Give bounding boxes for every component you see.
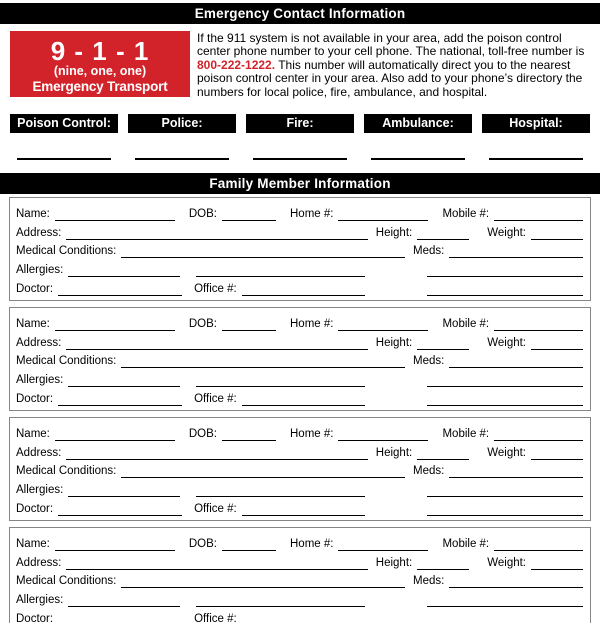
home-number-blank-line (338, 539, 428, 551)
poison-control-note (197, 32, 591, 99)
dob-label: DOB: (188, 317, 217, 330)
page-title: Emergency Contact Information (194, 6, 406, 21)
member-row-name (16, 422, 583, 441)
allergies-blank-line (68, 595, 180, 607)
family-section-title: Family Member Information (209, 176, 391, 192)
allergies-continuation-line (196, 595, 365, 607)
doctor-label: Doctor: (16, 283, 54, 296)
family-member-box (9, 417, 591, 521)
home-number-label: Home #: (290, 317, 334, 330)
member-row-medical (16, 570, 583, 589)
home-number-label: Home #: (290, 207, 334, 220)
weight-blank-line (531, 558, 583, 570)
emergency-911-number: 9 - 1 - 1 (50, 36, 150, 66)
dob-label: DOB: (188, 207, 217, 220)
contact-label-fire: Fire: (246, 114, 354, 133)
weight-blank-line (531, 228, 583, 240)
member-row-name (16, 532, 583, 551)
office-number-label: Office #: (194, 503, 237, 516)
member-row-address (16, 331, 583, 350)
name-label: Name: (16, 537, 50, 550)
emergency-911-caption: Emergency Transport System (32, 79, 168, 110)
member-row-address (16, 221, 583, 240)
meds-continuation-line-2 (427, 394, 583, 406)
allergies-group (16, 593, 405, 607)
family-section-bar (0, 173, 600, 194)
dob-blank-line (222, 319, 276, 331)
weight-label: Weight: (487, 336, 526, 349)
medical-conditions-group (16, 464, 405, 478)
meds-blank-line (449, 356, 583, 368)
police-blank-line (135, 158, 229, 160)
doctor-blank-line (58, 394, 182, 406)
family-member-box (9, 197, 591, 301)
meds-continuation-line-2 (427, 504, 583, 516)
medical-conditions-blank-line (121, 356, 405, 368)
home-number-blank-line (338, 429, 428, 441)
height-label: Height: (375, 226, 413, 239)
medical-conditions-group (16, 354, 405, 368)
medical-conditions-blank-line (121, 466, 405, 478)
mobile-number-label: Mobile #: (442, 537, 490, 550)
meds-continuation-line-1 (427, 485, 583, 497)
address-blank-line (66, 338, 367, 350)
dob-blank-line (222, 209, 276, 221)
allergies-group (16, 483, 405, 497)
weight-label: Weight: (487, 556, 526, 569)
mobile-number-blank-line (494, 539, 583, 551)
name-blank-line (55, 319, 175, 331)
meds-group (413, 354, 583, 368)
weight-blank-line (531, 338, 583, 350)
weight-label: Weight: (487, 226, 526, 239)
address-label: Address: (16, 556, 62, 569)
name-label: Name: (16, 207, 50, 220)
member-row-allergies (16, 478, 583, 497)
office-number-label: Office #: (194, 283, 237, 296)
meds-continuation-group-1 (413, 375, 583, 387)
meds-continuation-group-2 (413, 394, 583, 406)
height-blank-line (417, 228, 469, 240)
doctor-group (16, 502, 405, 516)
dob-blank-line (222, 429, 276, 441)
meds-continuation-group-2 (413, 284, 583, 296)
doctor-group (16, 612, 405, 623)
meds-label: Meds: (413, 465, 445, 478)
member-row-name (16, 312, 583, 331)
member-boxes-container (0, 197, 600, 623)
medical-conditions-label: Medical Conditions: (16, 575, 117, 588)
doctor-label: Doctor: (16, 503, 54, 516)
mobile-number-label: Mobile #: (442, 317, 490, 330)
medical-conditions-label: Medical Conditions: (16, 245, 117, 258)
mobile-number-blank-line (494, 429, 583, 441)
meds-group (413, 464, 583, 478)
emergency-911-phonetic: (nine, one, one) (53, 64, 147, 78)
weight-label: Weight: (487, 446, 526, 459)
meds-label: Meds: (413, 245, 445, 258)
height-blank-line (417, 448, 469, 460)
note-text-before-phone: If the 911 system is not available in your area, add the poison control center phone number to your cell phone. The national, toll-free number is (197, 31, 585, 59)
note-text-after-phone: This number will automatically direct you to the nearest poison control center in your area. Also add to your phone’s directory the numbers for local police, fire, ambulance, and hospital. (197, 57, 583, 99)
meds-continuation-group-2 (413, 614, 583, 623)
contact-blank-lines-row (17, 158, 583, 160)
allergies-group (16, 263, 405, 277)
address-label: Address: (16, 336, 62, 349)
member-row-doctor (16, 607, 583, 623)
member-row-allergies (16, 258, 583, 277)
contact-label-police: Police: (128, 114, 236, 133)
medical-conditions-label: Medical Conditions: (16, 355, 117, 368)
meds-continuation-group-1 (413, 265, 583, 277)
home-number-blank-line (338, 319, 428, 331)
member-row-medical (16, 350, 583, 369)
poison-control-phone-number: 800-222-1222. (197, 57, 276, 72)
allergies-blank-line (68, 375, 180, 387)
address-label: Address: (16, 446, 62, 459)
home-number-label: Home #: (290, 537, 334, 550)
mobile-number-blank-line (494, 209, 583, 221)
doctor-group (16, 282, 405, 296)
allergies-label: Allergies: (16, 484, 64, 497)
meds-continuation-group-1 (413, 485, 583, 497)
doctor-label: Doctor: (16, 393, 54, 406)
name-label: Name: (16, 317, 50, 330)
height-blank-line (417, 338, 469, 350)
meds-label: Meds: (413, 575, 445, 588)
height-label: Height: (375, 556, 413, 569)
meds-continuation-line-2 (427, 284, 583, 296)
mobile-number-blank-line (494, 319, 583, 331)
member-row-medical (16, 460, 583, 479)
member-row-allergies (16, 368, 583, 387)
meds-continuation-line-1 (427, 265, 583, 277)
meds-continuation-line-1 (427, 375, 583, 387)
member-row-address (16, 441, 583, 460)
dob-blank-line (222, 539, 276, 551)
member-row-doctor (16, 497, 583, 516)
member-row-allergies (16, 588, 583, 607)
hospital-blank-line (489, 158, 583, 160)
allergies-continuation-line (196, 265, 365, 277)
family-member-box (9, 307, 591, 411)
meds-continuation-line-1 (427, 595, 583, 607)
address-blank-line (66, 448, 367, 460)
dob-label: DOB: (188, 537, 217, 550)
meds-label: Meds: (413, 355, 445, 368)
contact-label-poison-control: Poison Control: (10, 114, 118, 133)
header-bar (0, 3, 600, 24)
member-row-address (16, 551, 583, 570)
height-blank-line (417, 558, 469, 570)
medical-conditions-group (16, 574, 405, 588)
meds-continuation-line-2 (427, 614, 583, 623)
contact-label-hospital: Hospital: (482, 114, 590, 133)
weight-blank-line (531, 448, 583, 460)
emergency-911-box (10, 31, 190, 110)
intro-section (10, 31, 591, 110)
meds-blank-line (449, 466, 583, 478)
member-row-doctor (16, 277, 583, 296)
allergies-group (16, 373, 405, 387)
member-row-doctor (16, 387, 583, 406)
name-blank-line (55, 429, 175, 441)
ambulance-blank-line (371, 158, 465, 160)
office-number-blank-line (242, 394, 365, 406)
meds-group (413, 574, 583, 588)
allergies-label: Allergies: (16, 594, 64, 607)
doctor-group (16, 392, 405, 406)
address-blank-line (66, 558, 367, 570)
height-label: Height: (375, 336, 413, 349)
mobile-number-label: Mobile #: (442, 207, 490, 220)
name-blank-line (55, 209, 175, 221)
home-number-blank-line (338, 209, 428, 221)
dob-label: DOB: (188, 427, 217, 440)
family-member-box (9, 527, 591, 623)
allergies-blank-line (68, 265, 180, 277)
office-number-blank-line (242, 504, 365, 516)
allergies-continuation-line (196, 375, 365, 387)
meds-continuation-group-2 (413, 504, 583, 516)
meds-blank-line (449, 246, 583, 258)
medical-conditions-label: Medical Conditions: (16, 465, 117, 478)
height-label: Height: (375, 446, 413, 459)
doctor-label: Doctor: (16, 613, 54, 623)
member-row-medical (16, 240, 583, 259)
office-number-blank-line (242, 284, 365, 296)
office-number-label: Office #: (194, 393, 237, 406)
address-blank-line (66, 228, 367, 240)
mobile-number-label: Mobile #: (442, 427, 490, 440)
allergies-label: Allergies: (16, 264, 64, 277)
address-label: Address: (16, 226, 62, 239)
meds-continuation-group-1 (413, 595, 583, 607)
home-number-label: Home #: (290, 427, 334, 440)
meds-blank-line (449, 576, 583, 588)
doctor-blank-line (58, 284, 182, 296)
allergies-blank-line (68, 485, 180, 497)
doctor-blank-line (58, 614, 182, 623)
fire-blank-line (253, 158, 347, 160)
doctor-blank-line (58, 504, 182, 516)
allergies-continuation-line (196, 485, 365, 497)
medical-conditions-blank-line (121, 576, 405, 588)
office-number-blank-line (242, 614, 365, 623)
medical-conditions-blank-line (121, 246, 405, 258)
contact-label-ambulance: Ambulance: (364, 114, 472, 133)
allergies-label: Allergies: (16, 374, 64, 387)
medical-conditions-group (16, 244, 405, 258)
name-label: Name: (16, 427, 50, 440)
office-number-label: Office #: (194, 613, 237, 623)
contact-labels-row (10, 114, 590, 133)
poison-control-blank-line (17, 158, 111, 160)
member-row-name (16, 202, 583, 221)
name-blank-line (55, 539, 175, 551)
meds-group (413, 244, 583, 258)
